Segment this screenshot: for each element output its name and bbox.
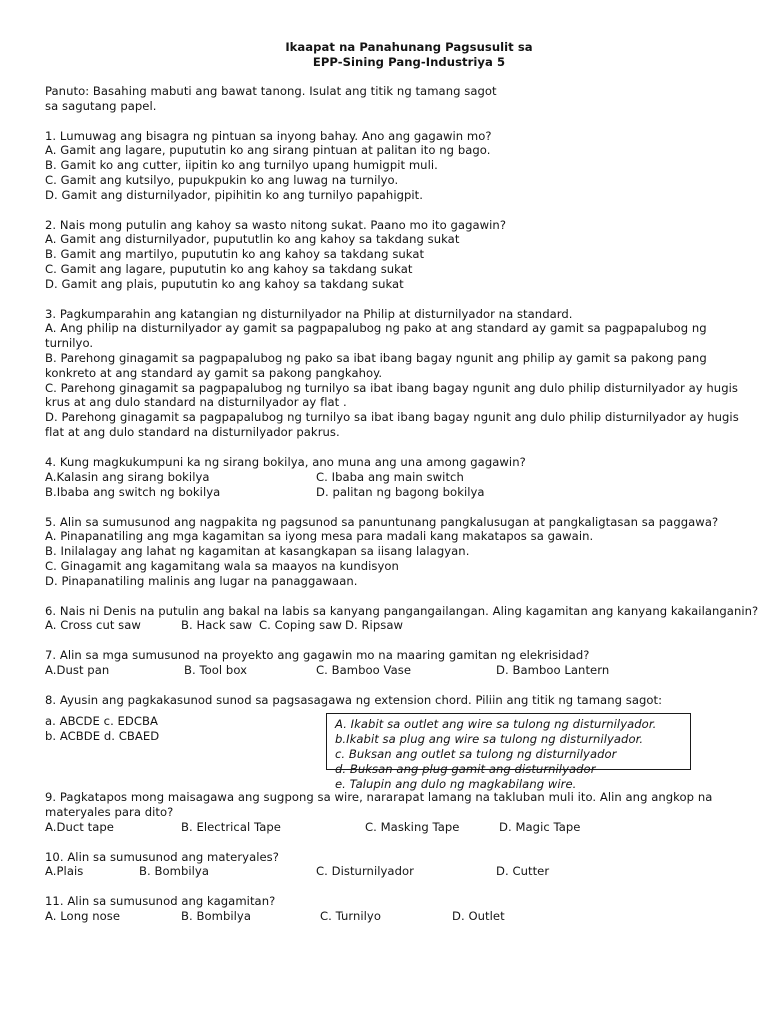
- question-8-text: 8. Ayusin ang pagkakasunod sunod sa pagsasagawa ng extension chord. Piliin ang titik ng tamang sagot:: [45, 693, 663, 708]
- question-11-choice-d: D. Outlet: [452, 909, 505, 924]
- question-8-body: [45, 713, 725, 791]
- question-2-text: 2. Nais mong putulin ang kahoy sa wasto nitong sukat. Paano mo ito gagawin?: [45, 217, 507, 232]
- question-9: [45, 790, 725, 835]
- question-10-choice-a: A.Plais: [45, 864, 84, 879]
- question-9-choices: [45, 820, 725, 835]
- exam-page: [45, 40, 759, 924]
- question-7-choices: [45, 663, 725, 678]
- question-8-step-c: c. Buksan ang outlet sa tulong ng disturnilyador: [335, 746, 617, 761]
- question-1-text: 1. Lumuwag ang bisagra ng pintuan sa inyong bahay. Ano ang gagawin mo?: [45, 128, 492, 143]
- question-9-choice-b: B. Electrical Tape: [181, 819, 281, 834]
- question-3-choice-c: C. Parehong ginagamit sa pagpapalubog ng turnilyo sa ibat ibang bagay ngunit ang dulo philip disturnilyador ay hugis: [45, 380, 738, 395]
- question-5-choice-a: A. Pinapanatiling ang mga kagamitan sa iyong mesa para madali kang makatapos sa gawain.: [45, 529, 594, 544]
- question-4-choice-b: B.Ibaba ang switch ng bokilya: [45, 484, 221, 499]
- question-5: [45, 515, 725, 589]
- title-line-1: Ikaapat na Panahunang Pagsusulit sa: [285, 40, 533, 54]
- question-7-choice-b: B. Tool box: [184, 663, 248, 678]
- question-5-choice-d: D. Pinapanatiling malinis ang lugar na panaggawaan.: [45, 573, 358, 588]
- question-4-text: 4. Kung magkukumpuni ka ng sirang bokilya, ano muna ang una among gagawin?: [45, 454, 526, 469]
- question-11-choice-a: A. Long nose: [45, 909, 121, 924]
- question-6-choice-d: D. Ripsaw: [345, 618, 404, 633]
- instructions-line-1: Panuto: Basahing mabuti ang bawat tanong. Isulat ang titik ng tamang sagot: [45, 84, 497, 98]
- question-3-choice-a: A. Ang philip na disturnilyador ay gamit sa pagpapalubog ng pako at ang standard ay gamit sa pagpapalubog ng: [45, 321, 707, 336]
- question-3-choice-d-cont: flat at ang dulo standard na disturnilyador pakrus.: [45, 424, 340, 439]
- question-7-text: 7. Alin sa mga sumusunod na proyekto ang gagawin mo na maaring gamitan ng elekrisidad?: [45, 648, 590, 663]
- question-8-choice-line-2: b. ACBDE d. CBAED: [45, 728, 160, 743]
- question-3-text: 3. Pagkumparahin ang katangian ng disturnilyador na Philip at disturnilyador na standard.: [45, 306, 573, 321]
- question-10-choice-d: D. Cutter: [496, 864, 550, 879]
- question-6-choice-a: A. Cross cut saw: [45, 618, 141, 633]
- question-9-text: 9. Pagkatapos mong maisagawa ang sugpong sa wire, nararapat lamang na takluban muli ito. Alin ang angkop na: [45, 789, 713, 804]
- question-3: [45, 306, 739, 440]
- question-5-text: 5. Alin sa sumusunod ang nagpakita ng pagsunod sa panuntunang pangkalusugan at pangkaligtasan sa paggawa?: [45, 514, 719, 529]
- question-4-choice-d: D. palitan ng bagong bokilya: [316, 484, 485, 499]
- question-11-choice-b: B. Bombilya: [181, 909, 251, 924]
- question-6-choices: [45, 618, 725, 633]
- question-8: [45, 693, 725, 791]
- question-10-choices: [45, 864, 725, 879]
- question-1-choice-a: A. Gamit ang lagare, pupututin ko ang sirang pintuan at palitan ito ng bago.: [45, 143, 491, 158]
- question-4-row-1: [45, 470, 725, 485]
- question-4-row-2: [45, 485, 725, 500]
- question-8-choices: [45, 714, 159, 744]
- question-1-choice-b: B. Gamit ko ang cutter, iipitin ko ang turnilyo upang humigpit muli.: [45, 158, 438, 173]
- question-8-step-b: b.Ikabit sa plug ang wire sa tulong ng disturnilyador.: [335, 731, 644, 746]
- question-6-choice-b: B. Hack saw: [181, 618, 253, 633]
- question-5-choice-b: B. Inilalagay ang lahat ng kagamitan at kasangkapan sa iisang lalagyan.: [45, 544, 470, 559]
- question-2: [45, 218, 725, 292]
- question-8-step-d: d. Buksan ang plug gamit ang disturnilyador: [335, 761, 596, 776]
- question-10-choice-c: C. Disturnilyador: [316, 864, 414, 879]
- question-2-choice-c: C. Gamit ang lagare, pupututin ko ang kahoy sa takdang sukat: [45, 261, 413, 276]
- question-1-choice-c: C. Gamit ang kutsilyo, pupukpukin ko ang luwag na turnilyo.: [45, 172, 399, 187]
- question-7-choice-a: A.Dust pan: [45, 663, 110, 678]
- question-11-choices: [45, 909, 725, 924]
- question-10-text: 10. Alin sa sumusunod ang materyales?: [45, 849, 279, 864]
- question-11: [45, 894, 725, 924]
- question-1: [45, 129, 725, 203]
- question-4-choice-c: C. Ibaba ang main switch: [316, 469, 464, 484]
- instructions-line-2: sa sagutang papel.: [45, 98, 157, 113]
- question-3-choice-c-cont: krus at ang dulo standard na disturnilyador ay flat .: [45, 395, 347, 410]
- question-4: [45, 455, 725, 500]
- question-5-choice-c: C. Ginagamit ang kagamitang wala sa maayos na kundisyon: [45, 558, 399, 573]
- question-9-text-cont: materyales para dito?: [45, 804, 174, 819]
- question-7: [45, 648, 725, 678]
- question-6-text: 6. Nais ni Denis na putulin ang bakal na labis sa kanyang pangangailangan. Aling kagamitan ang kanyang kakailanganin?: [45, 603, 759, 618]
- question-4-choice-a: A.Kalasin ang sirang bokilya: [45, 469, 210, 484]
- question-3-choice-a-cont: turnilyo.: [45, 336, 94, 351]
- question-9-choice-d: D. Magic Tape: [499, 819, 581, 834]
- question-3-choice-d: D. Parehong ginagamit sa pagpapalubog ng turnilyo sa ibat ibang bagay ngunit ang dulo philip disturnilyador ay hugis: [45, 410, 739, 425]
- title-line-2: EPP-Sining Pang-Industriya 5: [312, 55, 506, 69]
- question-3-choice-b-cont: konkreto at ang standard ay gamit sa pakong pangkahoy.: [45, 365, 383, 380]
- question-7-choice-c: C. Bamboo Vase: [316, 663, 412, 678]
- question-3-choice-b: B. Parehong ginagamit sa pagpapalubog ng pako sa ibat ibang bagay ngunit ang philip ay gamit sa pakong pang: [45, 350, 707, 365]
- question-8-steps-box: [326, 713, 691, 791]
- question-9-choice-c: C. Masking Tape: [365, 819, 460, 834]
- question-11-text: 11. Alin sa sumusunod ang kagamitan?: [45, 894, 276, 909]
- exam-title: [93, 40, 725, 70]
- instructions: [45, 84, 725, 114]
- question-8-step-a: A. Ikabit sa outlet ang wire sa tulong ng disturnilyador.: [335, 716, 657, 731]
- question-10: [45, 850, 725, 880]
- question-7-choice-d: D. Bamboo Lantern: [496, 663, 610, 678]
- question-6: [45, 603, 759, 634]
- question-9-choice-a: A.Duct tape: [45, 819, 114, 834]
- question-11-choice-c: C. Turnilyo: [320, 909, 381, 924]
- question-8-step-e: e. Talupin ang dulo ng magkabilang wire.: [335, 776, 577, 791]
- question-2-choice-b: B. Gamit ang martilyo, pupututin ko ang kahoy sa takdang sukat: [45, 247, 425, 262]
- question-8-choice-line-1: a. ABCDE c. EDCBA: [45, 713, 159, 728]
- question-6-choice-c: C. Coping saw: [259, 618, 342, 633]
- question-10-choice-b: B. Bombilya: [139, 864, 209, 879]
- question-1-choice-d: D. Gamit ang disturnilyador, pipihitin ko ang turnilyo papahigpit.: [45, 187, 424, 202]
- question-2-choice-a: A. Gamit ang disturnilyador, pupututlin ko ang kahoy sa takdang sukat: [45, 232, 460, 247]
- question-2-choice-d: D. Gamit ang plais, pupututin ko ang kahoy sa takdang sukat: [45, 276, 404, 291]
